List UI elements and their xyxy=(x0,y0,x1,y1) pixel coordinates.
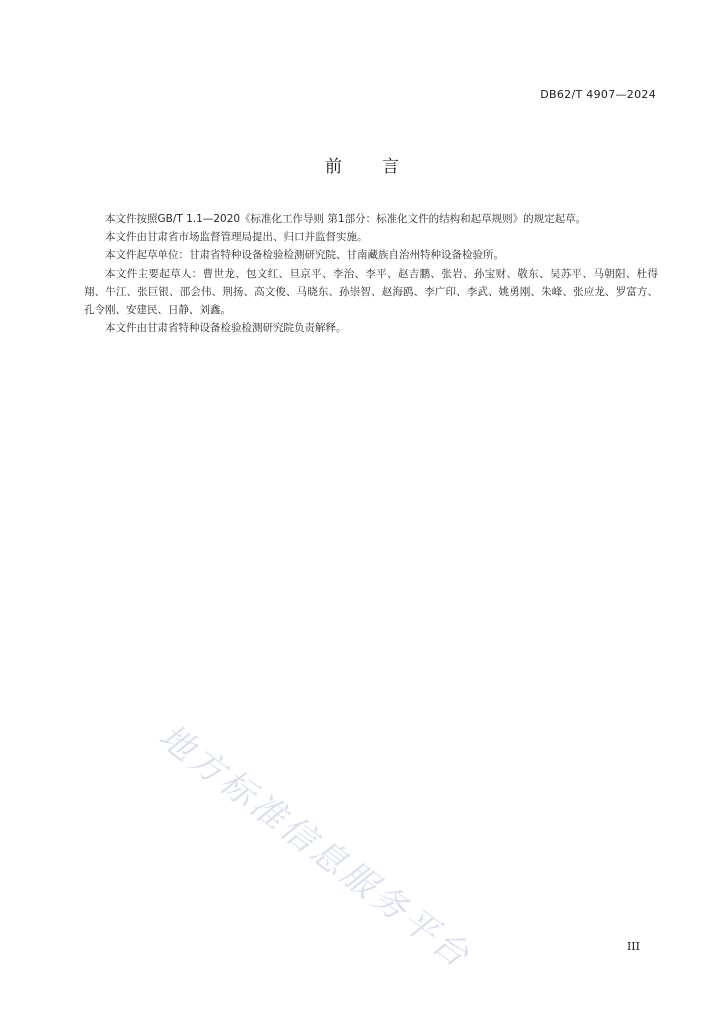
watermark: 地方标准信息服务平台 xyxy=(151,716,479,978)
paragraph-drafting-rules: 本文件按照GB/T 1.1—2020《标准化工作导则 第1部分：标准化文件的结构和起草规则》的规定起草。 xyxy=(105,213,587,225)
standard-code: DB62/T 4907—2024 xyxy=(540,88,656,101)
paragraph-proposer: 本文件由甘肃省市场监督管理局提出、归口并监督实施。 xyxy=(105,231,368,244)
paragraph-drafters: 本文件主要起草人：曹世龙、包文红、旦京平、李治、李平、赵吉鹏、张岩、孙宝财、敬东、吴苏平、马朝阳、杜得翔、牛江、张巨银、邵会伟、荆扬、高文俊、马晓东、孙崇智、赵海鸥、李广印、李武、姚勇刚、朱峰、张应龙、罗富方、孔令刚、安建民、日静、刘鑫。 xyxy=(84,267,658,317)
paragraph-interpretation: 本文件由甘肃省特种设备检验检测研究院负责解释。 xyxy=(105,322,347,335)
document-body xyxy=(84,210,658,337)
paragraph-drafting-units: 本文件起草单位：甘肃省特种设备检验检测研究院、甘南藏族自治州特种设备检验所。 xyxy=(105,249,504,262)
page-title: 前言 xyxy=(325,157,439,177)
page-number: III xyxy=(626,940,640,953)
